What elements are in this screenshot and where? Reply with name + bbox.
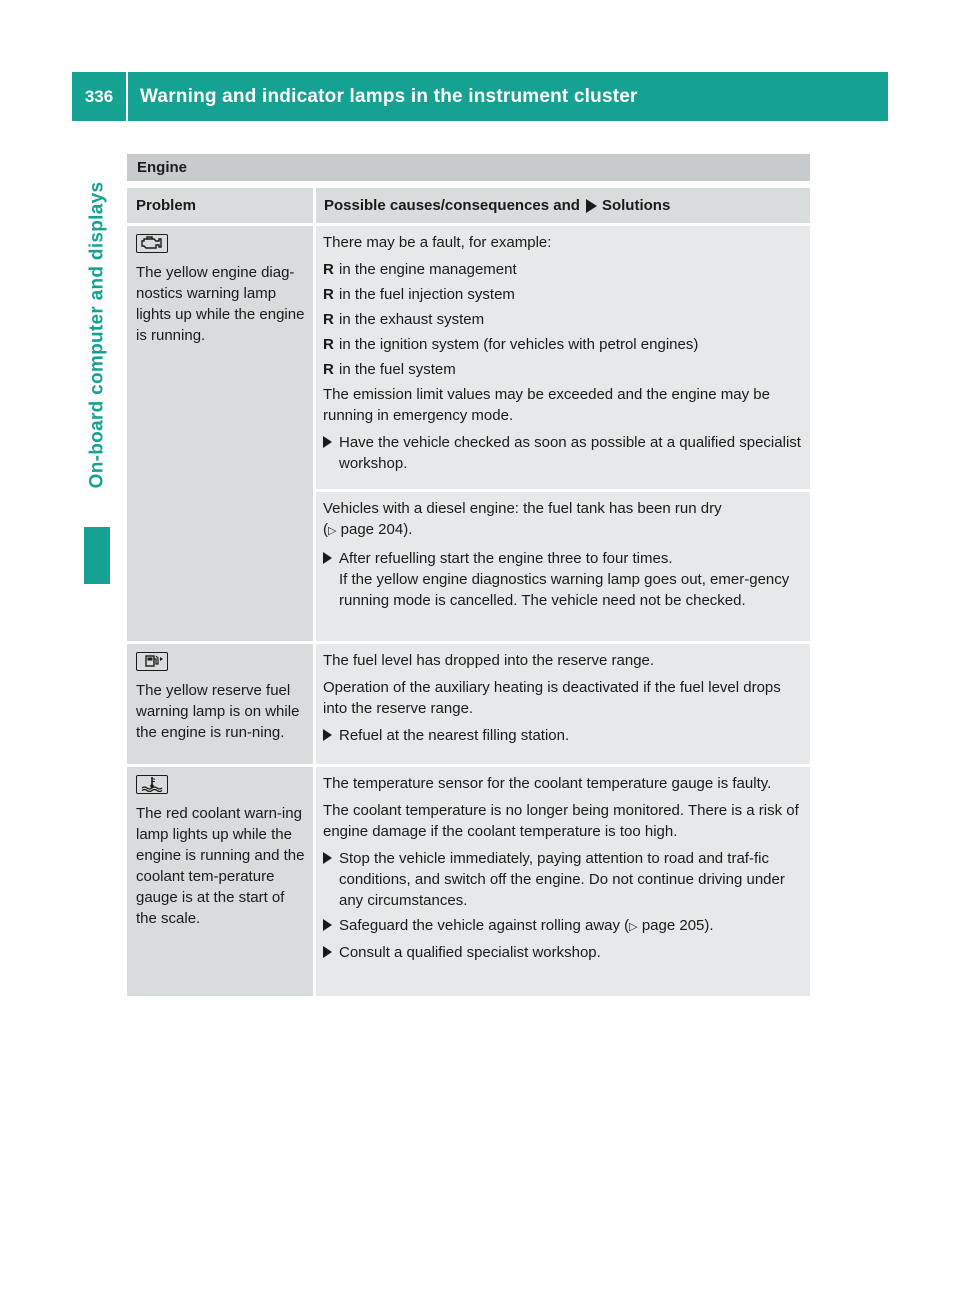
side-tab-marker — [84, 527, 110, 584]
problem-cell-engine — [127, 226, 313, 641]
action-arrow-icon — [323, 946, 332, 958]
solution-intro: Vehicles with a diesel engine: the fuel tank has been run dry (▷ page 204). — [323, 500, 722, 538]
solution-paragraph: The emission limit values may be exceeded and the engine may be running in emergency mode. — [323, 386, 770, 424]
page-reference-icon: ▷ — [629, 921, 638, 933]
coolant-glyph — [137, 776, 166, 792]
list-item: R in the exhaust system — [323, 311, 485, 328]
list-item: R in the ignition system (for vehicles with petrol engines) — [323, 336, 699, 353]
column-header-solutions-prefix: Possible causes/consequences and — [324, 197, 580, 214]
problem-text: The yellow engine diag-nostics warning lamp lights up while the engine is running. — [136, 264, 305, 344]
solution-intro: There may be a fault, for example: — [323, 234, 552, 251]
problem-cell-fuel-reserve — [127, 644, 313, 764]
action-arrow-icon — [586, 199, 597, 213]
solution-cell-fuel-reserve — [316, 644, 810, 764]
action-arrow-icon — [323, 919, 332, 931]
problem-text: The red coolant warn-ing lamp lights up while the engine is running and the coolant tem-perature gauge is at the start of the scale. — [136, 805, 305, 927]
side-tab-label: On-board computer and displays — [86, 181, 107, 489]
solution-paragraph: The coolant temperature is no longer being monitored. There is a risk of engine damage if the coolant temperature is too high. — [323, 802, 799, 840]
action-step: After refuelling start the engine three to four times. If the yellow engine diagnostics warning lamp goes out, emer-gency running mode is cancelled. The vehicle need not be checked. — [323, 548, 804, 611]
coolant-temperature-icon — [136, 775, 168, 794]
action-step: Refuel at the nearest filling station. — [323, 725, 804, 746]
page-header — [72, 72, 888, 121]
action-arrow-icon — [323, 552, 332, 564]
solution-paragraph: The temperature sensor for the coolant temperature gauge is faulty. — [323, 775, 772, 792]
problem-cell-coolant — [127, 767, 313, 996]
column-header-solutions — [316, 188, 810, 223]
fuel-reserve-icon — [136, 652, 168, 671]
action-step: Safeguard the vehicle against rolling away (▷ page 205). — [323, 915, 804, 938]
side-tab — [84, 150, 110, 520]
solution-cell-diesel-run-dry — [316, 492, 810, 641]
problem-text: The yellow reserve fuel warning lamp is on while the engine is run-ning. — [136, 682, 300, 741]
column-header-problem: Problem — [127, 188, 313, 223]
page-reference-icon: ▷ — [328, 525, 337, 537]
fuel-pump-glyph — [137, 653, 166, 669]
action-step: Stop the vehicle immediately, paying attention to road and traf-fic conditions, and switch off the engine. Do not continue driving under any circumstances. — [323, 848, 804, 911]
action-arrow-icon — [323, 729, 332, 741]
engine-diagnostics-glyph — [137, 235, 166, 251]
column-header-solutions-suffix: Solutions — [601, 197, 671, 214]
solution-paragraph: The fuel level has dropped into the reserve range. — [323, 652, 655, 669]
list-item: R in the engine management — [323, 261, 517, 278]
action-step: Have the vehicle checked as soon as possible at a qualified specialist workshop. — [323, 432, 804, 474]
action-step: Consult a qualified specialist workshop. — [323, 942, 804, 963]
page-number: 336 — [72, 72, 128, 121]
solution-cell-coolant — [316, 767, 810, 996]
list-item: R in the fuel system — [323, 361, 456, 378]
engine-diagnostics-icon — [136, 234, 168, 253]
action-arrow-icon — [323, 852, 332, 864]
chapter-title: Warning and indicator lamps in the instrument cluster — [140, 85, 638, 107]
solution-cell-engine-fault — [316, 226, 810, 489]
solution-paragraph: Operation of the auxiliary heating is deactivated if the fuel level drops into the reserve range. — [323, 679, 781, 717]
table-title: Engine — [127, 154, 810, 181]
action-arrow-icon — [323, 436, 332, 448]
list-item: R in the fuel injection system — [323, 286, 515, 303]
